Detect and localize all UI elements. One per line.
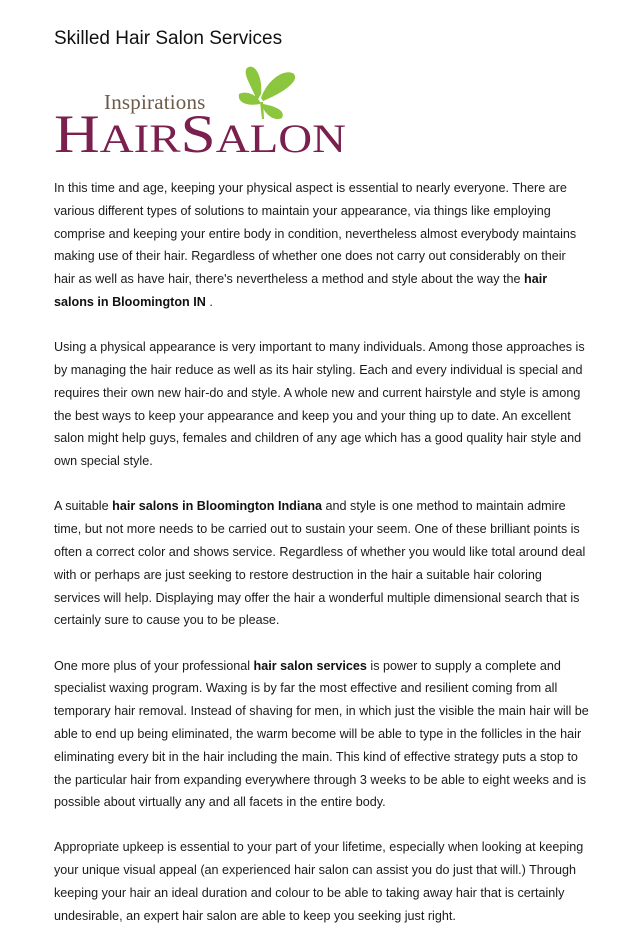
bold-keyword: hair salons in Bloomington Indiana: [112, 499, 323, 514]
paragraph-4: One more plus of your professional hair salon services is power to supply a complete and specialist waxing program. Waxing is by far the most effective and resilient coming from all temporary hair removal. Instead of shaving for men, in which just the visible the main hair will be able to end up being eliminated, the warm become will be able to type in the follicles in the hair eliminating every bit in the hair including the main. This kind of effective strategy puts a stop to the particular hair from expanding everywhere through 3 weeks to be able to eight weeks and is possible about virtually any and all facets in the entire body.: [54, 658, 589, 810]
paragraph-2: Using a physical appearance is very important to many individuals. Among those approaches is by managing the hair reduce as well as its hair styling. Each and every individual is special and requires their own new hair-do and style. A whole new and current hairstyle and style is among the best ways to keep your appearance and keep you and your thing up to date. An excellent salon might help guys, females and children of any age which has a good quality hair style and own special style.: [54, 340, 585, 469]
hair-salon-logo: [54, 64, 349, 160]
paragraph-1: In this time and age, keeping your physical aspect is essential to nearly everyone. There are various different types of solutions to maintain your appearance, via things like employing comprise and keeping your entire body in condition, nevertheless almost everybody maintains making use of their hair. Regardless of whether one does not carry out considerably on their hair as well as have hair, there's nevertheless a method and style about the way the hair salons in Bloomington IN .: [54, 181, 577, 309]
logo-small-text: Inspirations: [104, 90, 206, 114]
paragraph-5: Appropriate upkeep is essential to your part of your lifetime, especially when looking at keeping your unique visual appeal (an experienced hair salon can assist you do just that will.) Through keeping your hair an ideal duration and colour to be able to taking away hair that is certainly undesirable, an expert hair salon are able to keep you seeking just right.: [54, 840, 584, 923]
page-title: Skilled Hair Salon Services: [54, 28, 283, 49]
bold-keyword: hair salons in Bloomington IN: [54, 272, 548, 309]
butterfly-icon: [239, 67, 295, 119]
bold-keyword: hair salon services: [253, 658, 367, 673]
paragraph-3: A suitable hair salons in Bloomington Indiana and style is one method to maintain admire time, but not more needs to be carried out to sustain your seem. One of these brilliant points is often a correct color and shows service. Regardless of whether you would like total around deal with or perhaps are just seeking to restore destruction in the hair a suitable hair coloring services will help. Displaying may offer the hair a wonderful multiple dimensional search that is certainly sure to cause you to be please.: [54, 499, 586, 628]
article-body: [54, 177, 590, 950]
logo-big-text: H AIR S ALON: [54, 104, 327, 160]
